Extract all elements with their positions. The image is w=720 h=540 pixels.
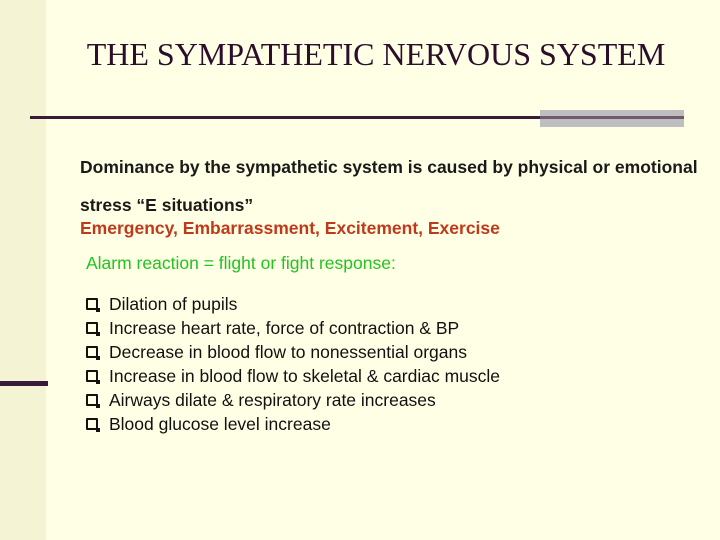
left-margin-band	[0, 0, 46, 540]
list-item	[86, 292, 500, 316]
intro-paragraph: Dominance by the sympathetic system is caused by physical or emotional stress “E situations”	[80, 157, 698, 215]
list-item	[86, 316, 500, 340]
list-item	[86, 340, 500, 364]
square-bullet-icon	[86, 418, 98, 430]
list-item-text: Decrease in blood flow to nonessential organs	[109, 341, 467, 362]
list-item	[86, 364, 500, 388]
list-item-text: Increase in blood flow to skeletal & cardiac muscle	[109, 365, 501, 386]
slide-title: THE SYMPATHETIC NERVOUS SYSTEM	[86, 36, 666, 72]
square-bullet-icon	[86, 322, 98, 334]
left-accent-bar	[0, 381, 48, 386]
square-bullet-icon	[86, 346, 98, 358]
square-bullet-icon	[86, 298, 98, 310]
list-item	[86, 412, 500, 436]
square-bullet-icon	[86, 370, 98, 382]
title-rule-right-segment	[540, 116, 684, 119]
alarm-reaction-line: Alarm reaction = flight or fight response:	[86, 253, 396, 273]
list-item-text: Increase heart rate, force of contraction & BP	[109, 317, 460, 338]
response-list	[86, 292, 500, 436]
list-item	[86, 388, 500, 412]
square-bullet-icon	[86, 394, 98, 406]
situations-line: Emergency, Embarrassment, Excitement, Exercise	[80, 218, 500, 238]
list-item-text: Airways dilate & respiratory rate increases	[109, 389, 436, 410]
list-item-text: Blood glucose level increase	[109, 413, 331, 434]
list-item-text: Dilation of pupils	[109, 293, 238, 314]
